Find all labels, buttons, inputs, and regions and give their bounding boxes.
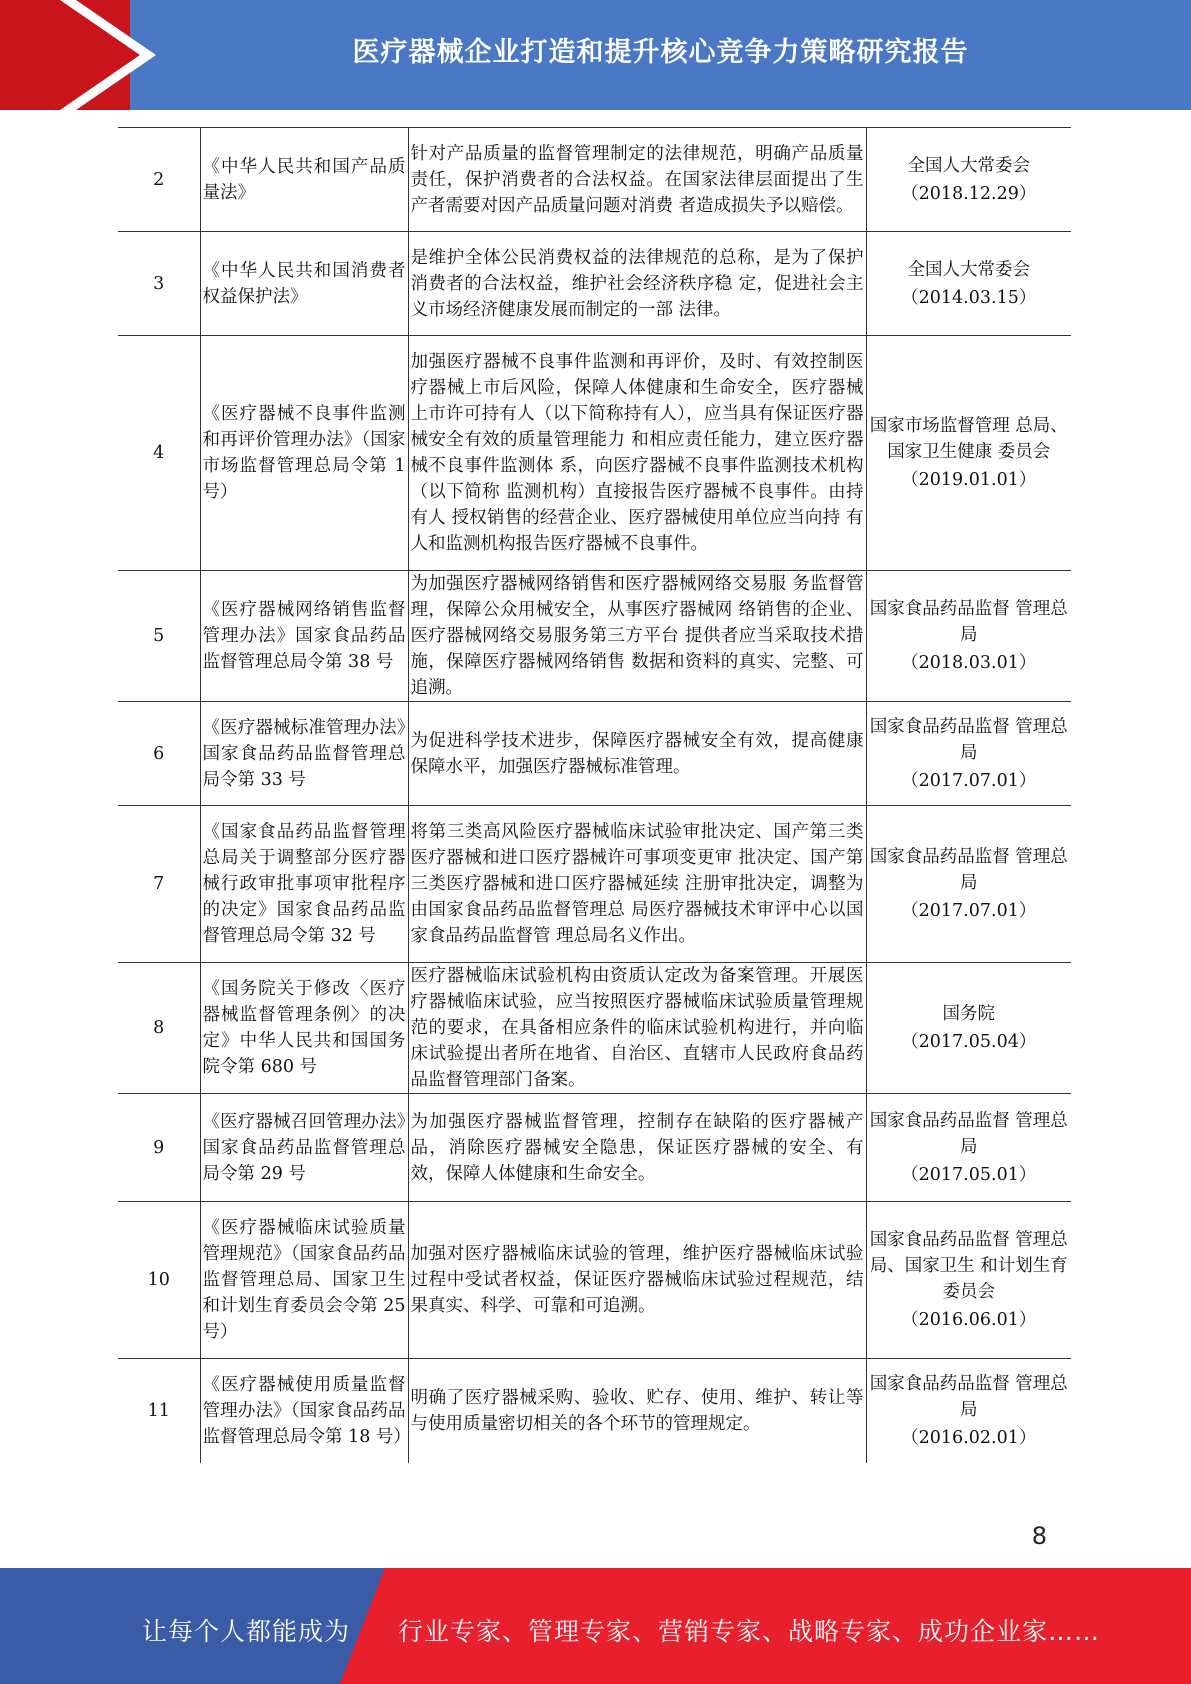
row-number: 7 (118, 806, 200, 963)
regulation-description: 医疗器械临床试验机构由资质认定改为备案管理。开展医疗器械临床试验，应当按照医疗器械临床试验质量管理规范的要求，在具备相应条件的临床试验机构进行，并向临床试验提出者所在地省、自治区、直辖市人民政府食品药品监督管理部门备案。 (408, 963, 866, 1094)
effective-date: （2018.03.01） (901, 653, 1037, 673)
regulation-name: 《医疗器械召回管理办法》国家食品药品监督管理总局令第 29 号 (200, 1094, 408, 1202)
authority-name: 国家食品药品监督 管理总局 (869, 847, 1068, 893)
issuing-authority (866, 571, 1071, 702)
regulation-description: 为促进科学技术进步，保障医疗器械安全有效，提高健康保障水平，加强医疗器械标准管理。 (408, 702, 866, 806)
regulation-name: 《医疗器械网络销售监督管理办法》国家食品药品监督管理总局令第 38 号 (200, 571, 408, 702)
issuing-authority (866, 232, 1071, 336)
regulation-description: 针对产品质量的监督管理制定的法律规范，明确产品质量责任，保护消费者的合法权益。在国家法律层面提出了生产者需要对因产品质量问题对消费 者造成损失予以赔偿。 (408, 128, 866, 232)
authority-name: 全国人大常委会 (907, 259, 1030, 280)
page-number: 8 (1031, 1522, 1047, 1550)
regulation-name: 《医疗器械使用质量监督管理办法》（国家食品药品监督管理总局令第 18 号） (200, 1359, 408, 1463)
authority-name: 国家食品药品监督 管理总局 (869, 716, 1068, 763)
table-row (118, 1094, 1071, 1202)
table-row (118, 1359, 1071, 1463)
authority-name: 国家市场监督管理 总局、国家卫生健康 委员会 (869, 416, 1068, 462)
issuing-authority (866, 336, 1071, 571)
row-number: 8 (118, 963, 200, 1094)
report-title: 医疗器械企业打造和提升核心竞争力策略研究报告 (352, 37, 969, 68)
regulation-description: 加强对医疗器械临床试验的管理，维护医疗器械临床试验过程中受试者权益，保证医疗器械临床试验过程规范，结果真实、科学、可靠和可追溯。 (408, 1202, 866, 1359)
table-row (118, 232, 1071, 336)
row-number: 3 (118, 232, 200, 336)
regulation-description: 是维护全体公民消费权益的法律规范的总称，是为了保护消费者的合法权益，维护社会经济秩序稳 定，促进社会主义市场经济健康发展而制定的一部 法律。 (408, 232, 866, 336)
regulation-description: 明确了医疗器械采购、验收、贮存、使用、维护、转让等与使用质量密切相关的各个环节的管理规定。 (408, 1359, 866, 1463)
effective-date: （2017.07.01） (901, 901, 1037, 921)
regulation-name: 《国家食品药品监督管理总局关于调整部分医疗器械行政审批事项审批程序的决定》国家食品药品监 督管理总局令第 32 号 (200, 806, 408, 963)
row-number: 4 (118, 336, 200, 571)
effective-date: （2016.06.01） (901, 1310, 1037, 1330)
authority-name: 国家食品药品监督 管理总局 (869, 1373, 1068, 1420)
effective-date: （2014.03.15） (901, 287, 1037, 308)
issuing-authority (866, 128, 1071, 232)
regulation-description: 加强医疗器械不良事件监测和再评价，及时、有效控制医疗器械上市后风险，保障人体健康和生命安全，医疗器械上市许可持有人（以下简称持有人），应当具有保证医疗器械安全有效的质量管理能力 和相应责任能力，建立医疗器械不良事件监测体 系，向医疗器械不良事件监测技术机构（以下简称 监测机构）直接报告医疗器械不良事件。由持有人 授权销售的经营企业、医疗器械使用单位应当向持 有人和监测机构报告医疗器械不良事件。 (408, 336, 866, 571)
regulation-description: 为加强医疗器械网络销售和医疗器械网络交易服 务监督管理，保障公众用械安全，从事医疗器械网 络销售的企业、医疗器械网络交易服务第三方平台 提供者应当采取技术措施，保障医疗器械网络销售 数据和资料的真实、完整、可追溯。 (408, 571, 866, 702)
effective-date: （2016.02.01） (901, 1427, 1037, 1448)
regulation-table (118, 127, 1071, 1463)
row-number: 9 (118, 1094, 200, 1202)
row-number: 6 (118, 702, 200, 806)
regulation-name: 《医疗器械标准管理办法》国家食品药品监督管理总局令第 33 号 (200, 702, 408, 806)
regulation-description: 将第三类高风险医疗器械临床试验审批决定、国产第三类医疗器械和进口医疗器械许可事项变更审 批决定、国产第三类医疗器械和进口医疗器械延续 注册审批决定，调整为由国家食品药品监督管理总 局医疗器械技术审评中心以国家食品药品监督管 理总局名义作出。 (408, 806, 866, 963)
table-row (118, 571, 1071, 702)
effective-date: （2017.05.04） (901, 1032, 1037, 1052)
row-number: 10 (118, 1202, 200, 1359)
authority-name: 国家食品药品监督 管理总局、国家卫生 和计划生育委员会 (869, 1230, 1068, 1302)
effective-date: （2018.12.29） (901, 183, 1037, 204)
page-footer (0, 1568, 1191, 1684)
effective-date: （2019.01.01） (901, 470, 1037, 490)
authority-name: 国家食品药品监督 管理总局 (869, 1110, 1068, 1157)
regulation-description: 为加强医疗器械监督管理，控制存在缺陷的医疗器械产品，消除医疗器械安全隐患，保证医疗器械的安全、有效，保障人体健康和生命安全。 (408, 1094, 866, 1202)
authority-name: 全国人大常委会 (907, 155, 1030, 176)
table-row (118, 128, 1071, 232)
issuing-authority (866, 1359, 1071, 1463)
issuing-authority (866, 702, 1071, 806)
table-row (118, 336, 1071, 571)
regulation-name: 《医疗器械临床试验质量管理规范》（国家食品药品监督管理总局、国家卫生和计划生育委员会令第 25 号） (200, 1202, 408, 1359)
authority-name: 国务院 (942, 1004, 995, 1024)
table-row (118, 963, 1071, 1094)
row-number: 5 (118, 571, 200, 702)
table-row (118, 1202, 1071, 1359)
table-row (118, 806, 1071, 963)
page-header (0, 0, 1191, 110)
issuing-authority (866, 963, 1071, 1094)
issuing-authority (866, 1202, 1071, 1359)
footer-slogan-right: 行业专家、管理专家、营销专家、战略专家、成功企业家…… (398, 1617, 1101, 1646)
regulation-name: 《中华人民共和国消费者权益保护法》 (200, 232, 408, 336)
regulation-name: 《国务院关于修改〈医疗器械监督管理条例〉的决定》中华人民共和国国务院令第 680 号 (200, 963, 408, 1094)
effective-date: （2017.05.01） (901, 1164, 1037, 1185)
effective-date: （2017.07.01） (901, 770, 1037, 791)
footer-slogan-left: 让每个人都能成为 (142, 1617, 351, 1646)
row-number: 2 (118, 128, 200, 232)
table-row (118, 702, 1071, 806)
issuing-authority (866, 1094, 1071, 1202)
regulation-name: 《中华人民共和国产品质量法》 (200, 128, 408, 232)
authority-name: 国家食品药品监督 管理总局 (869, 599, 1068, 645)
issuing-authority (866, 806, 1071, 963)
row-number: 11 (118, 1359, 200, 1463)
header-red-arrow (70, 0, 150, 110)
regulation-name: 《医疗器械不良事件监测和再评价管理办法》（国家市场监督管理总局令第 1 号） (200, 336, 408, 571)
